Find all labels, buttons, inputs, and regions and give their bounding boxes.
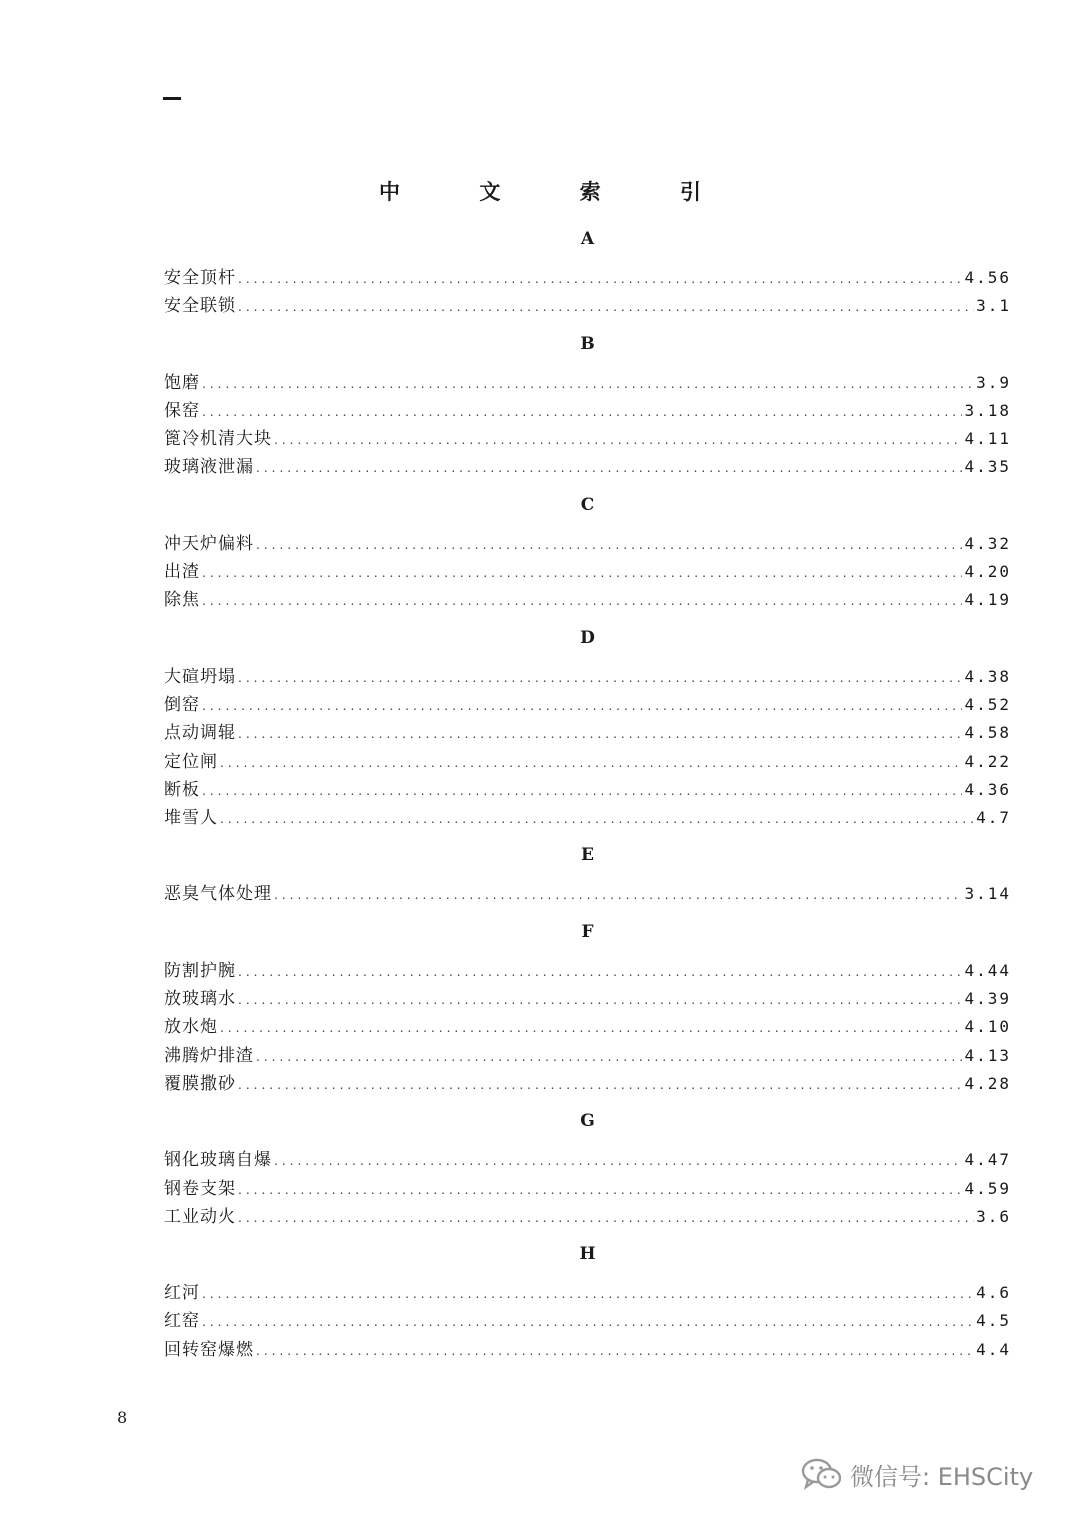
section-letter: B bbox=[580, 333, 595, 354]
index-term: 出渣 bbox=[164, 562, 200, 583]
index-term: 玻璃液泄漏 bbox=[164, 457, 254, 478]
dot-leader bbox=[238, 720, 962, 748]
index-term: 除焦 bbox=[164, 590, 200, 611]
index-term: 红河 bbox=[164, 1283, 200, 1304]
index-term: 篦冷机清大块 bbox=[164, 429, 272, 450]
index-entry bbox=[164, 1307, 1011, 1335]
index-section bbox=[164, 1239, 1011, 1364]
index-term: 工业动火 bbox=[164, 1206, 236, 1227]
index-ref: 4.38 bbox=[964, 666, 1011, 686]
watermark bbox=[800, 1456, 1033, 1492]
dot-leader bbox=[238, 1176, 962, 1204]
index-entry bbox=[164, 425, 1011, 453]
index-entry bbox=[164, 691, 1011, 719]
index-entry bbox=[164, 292, 1011, 320]
index-ref: 4.44 bbox=[964, 960, 1011, 980]
index-entry bbox=[164, 1013, 1011, 1041]
index-entry bbox=[164, 1279, 1011, 1307]
section-letter: E bbox=[581, 845, 594, 866]
index-entry bbox=[164, 1203, 1011, 1231]
index-entry bbox=[164, 1070, 1011, 1098]
index-ref: 4.4 bbox=[976, 1339, 1011, 1359]
index-entry bbox=[164, 663, 1011, 691]
index-entry bbox=[164, 776, 1011, 804]
index-ref: 3.14 bbox=[964, 884, 1011, 904]
dot-leader bbox=[220, 1014, 962, 1042]
index-term: 恶臭气体处理 bbox=[164, 884, 272, 905]
index-term: 沸腾炉排渣 bbox=[164, 1045, 254, 1066]
index-ref: 4.58 bbox=[964, 723, 1011, 743]
index-entry bbox=[164, 1146, 1011, 1174]
section-letter: F bbox=[581, 921, 594, 942]
index-term: 保窑 bbox=[164, 400, 200, 421]
dot-leader bbox=[238, 958, 962, 986]
index-ref: 3.9 bbox=[976, 372, 1011, 392]
index-entry bbox=[164, 1175, 1011, 1203]
index-entry bbox=[164, 369, 1011, 397]
index-term: 断板 bbox=[164, 779, 200, 800]
index-ref: 4.32 bbox=[964, 533, 1011, 553]
index-section bbox=[164, 917, 1011, 1098]
dot-leader bbox=[202, 777, 962, 805]
index-term: 钢卷支架 bbox=[164, 1178, 236, 1199]
index-entry bbox=[164, 558, 1011, 586]
index-ref: 4.35 bbox=[964, 457, 1011, 477]
dot-leader bbox=[274, 426, 962, 454]
index-term: 回转窑爆燃 bbox=[164, 1339, 254, 1360]
section-letter: C bbox=[580, 494, 595, 515]
index-entry bbox=[164, 985, 1011, 1013]
section-letter: G bbox=[580, 1111, 595, 1132]
dot-leader bbox=[202, 587, 962, 615]
section-letter: H bbox=[579, 1244, 596, 1265]
dot-leader bbox=[238, 986, 962, 1014]
dot-leader bbox=[220, 749, 962, 777]
index-list bbox=[164, 222, 1011, 1364]
index-entry bbox=[164, 880, 1011, 908]
index-term: 定位闸 bbox=[164, 751, 218, 772]
dot-leader bbox=[202, 370, 974, 398]
index-ref: 4.5 bbox=[976, 1311, 1011, 1331]
index-entry bbox=[164, 586, 1011, 614]
index-entry bbox=[164, 719, 1011, 747]
dot-leader bbox=[256, 1043, 962, 1071]
index-ref: 3.18 bbox=[964, 400, 1011, 420]
index-term: 堆雪人 bbox=[164, 808, 218, 829]
index-ref: 4.19 bbox=[964, 590, 1011, 610]
index-term: 冲天炉偏料 bbox=[164, 533, 254, 554]
index-section bbox=[164, 1106, 1011, 1231]
dot-leader bbox=[238, 1204, 974, 1232]
index-term: 安全联锁 bbox=[164, 296, 236, 317]
index-entry bbox=[164, 453, 1011, 481]
index-ref: 4.22 bbox=[964, 751, 1011, 771]
index-term: 放水炮 bbox=[164, 1017, 218, 1038]
index-entry bbox=[164, 1336, 1011, 1364]
dot-leader bbox=[202, 398, 962, 426]
dot-leader bbox=[238, 293, 974, 321]
index-ref: 4.47 bbox=[964, 1150, 1011, 1170]
index-ref: 4.59 bbox=[964, 1178, 1011, 1198]
index-ref: 4.7 bbox=[976, 808, 1011, 828]
index-entry bbox=[164, 1042, 1011, 1070]
index-term: 覆膜撒砂 bbox=[164, 1073, 236, 1094]
index-entry bbox=[164, 264, 1011, 292]
dot-leader bbox=[256, 1337, 974, 1365]
index-entry bbox=[164, 957, 1011, 985]
index-ref: 3.6 bbox=[976, 1206, 1011, 1226]
index-term: 安全顶杆 bbox=[164, 268, 236, 288]
index-ref: 4.13 bbox=[964, 1045, 1011, 1065]
dot-leader bbox=[238, 265, 962, 293]
index-section bbox=[164, 329, 1011, 482]
index-ref: 4.28 bbox=[964, 1073, 1011, 1093]
wechat-icon bbox=[800, 1456, 844, 1492]
index-entry bbox=[164, 804, 1011, 832]
index-section bbox=[164, 840, 1011, 908]
index-ref: 4.39 bbox=[964, 989, 1011, 1009]
dot-leader bbox=[202, 1308, 974, 1336]
header-dash bbox=[163, 97, 181, 100]
index-term: 防割护腕 bbox=[164, 960, 236, 981]
index-ref: 4.10 bbox=[964, 1017, 1011, 1037]
index-term: 钢化玻璃自爆 bbox=[164, 1150, 272, 1171]
dot-leader bbox=[220, 805, 974, 833]
index-ref: 4.6 bbox=[976, 1283, 1011, 1303]
dot-leader bbox=[202, 559, 962, 587]
index-ref: 4.20 bbox=[964, 562, 1011, 582]
index-ref: 4.52 bbox=[964, 694, 1011, 714]
page-number: 8 bbox=[117, 1408, 128, 1427]
index-ref: 4.11 bbox=[964, 429, 1011, 449]
dot-leader bbox=[202, 1280, 974, 1308]
dot-leader bbox=[238, 1071, 962, 1099]
index-term: 饱磨 bbox=[164, 372, 200, 393]
index-section bbox=[164, 490, 1011, 615]
section-letter: A bbox=[580, 229, 595, 249]
dot-leader bbox=[238, 664, 962, 692]
dot-leader bbox=[256, 454, 962, 482]
dot-leader bbox=[202, 692, 962, 720]
index-section bbox=[164, 623, 1011, 833]
index-term: 放玻璃水 bbox=[164, 989, 236, 1010]
page-title: 中 文 索 引 bbox=[379, 179, 737, 204]
index-term: 点动调辊 bbox=[164, 723, 236, 744]
dot-leader bbox=[274, 881, 962, 909]
index-entry bbox=[164, 397, 1011, 425]
watermark-text: 微信号: EHSCity bbox=[850, 1462, 1034, 1491]
index-entry bbox=[164, 530, 1011, 558]
index-entry bbox=[164, 748, 1011, 776]
dot-leader bbox=[256, 531, 962, 559]
index-ref: 4.56 bbox=[964, 268, 1011, 287]
section-letter: D bbox=[580, 627, 595, 648]
index-section bbox=[164, 224, 1011, 321]
index-term: 红窑 bbox=[164, 1311, 200, 1332]
index-term: 大碹坍塌 bbox=[164, 666, 236, 687]
index-ref: 3.1 bbox=[976, 296, 1011, 316]
index-ref: 4.36 bbox=[964, 779, 1011, 799]
index-term: 倒窑 bbox=[164, 694, 200, 715]
dot-leader bbox=[274, 1147, 962, 1175]
